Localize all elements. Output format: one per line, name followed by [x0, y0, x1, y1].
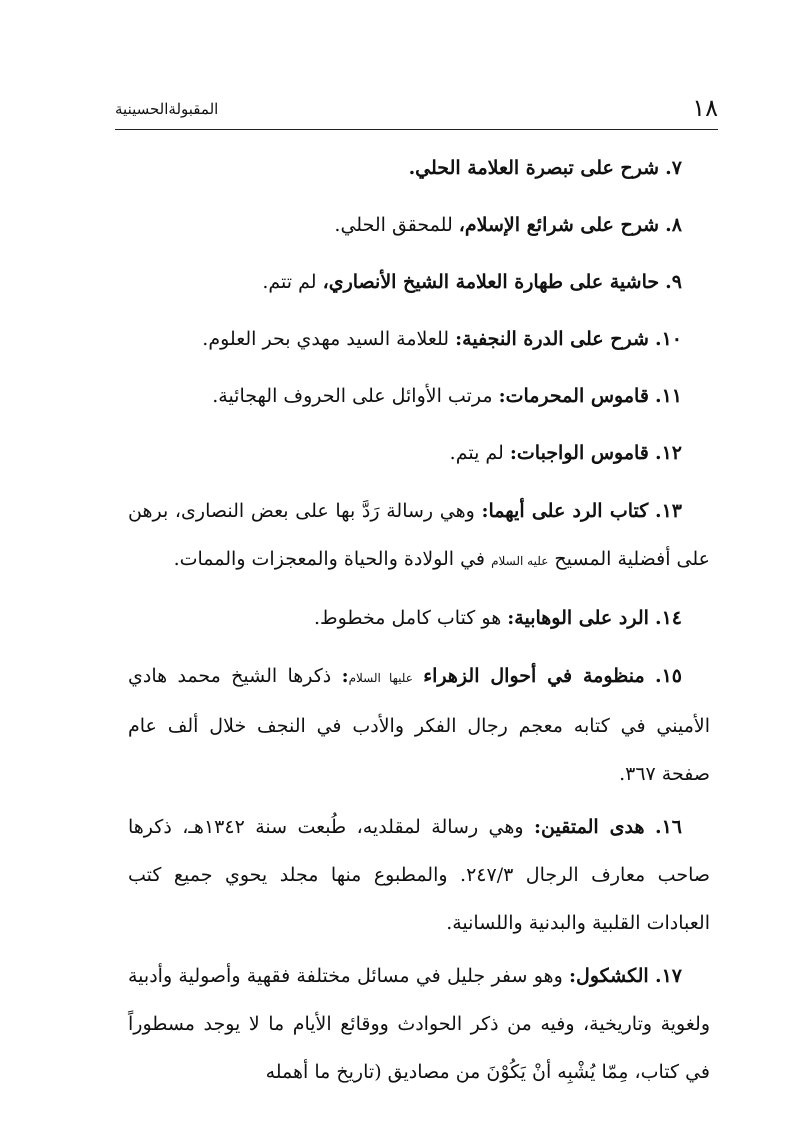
item-text: مرتب الأوائل على الحروف الهجائية.	[212, 385, 493, 407]
item-text: لم تتم.	[262, 271, 317, 293]
item-title: الرد على الوهابية:	[507, 607, 649, 629]
item-text: هو كتاب كامل مخطوط.	[313, 607, 502, 629]
item-title: منظومة في أحوال الزهراء	[423, 665, 645, 687]
item-title: قاموس الواجبات:	[509, 442, 649, 464]
item-text: للعلامة السيد مهدي بحر العلوم.	[202, 328, 450, 350]
header-rule	[115, 129, 718, 130]
list-item	[128, 425, 710, 482]
list-item	[128, 952, 710, 1096]
list-item	[128, 140, 710, 197]
item-number: ١١.	[654, 385, 682, 407]
list-item	[128, 590, 710, 647]
item-title-colon: :	[341, 665, 349, 687]
item-text: للمحقق الحلي.	[334, 214, 453, 236]
list-item	[128, 652, 710, 798]
item-number: ١٣.	[654, 500, 683, 522]
item-number: ١٠.	[654, 328, 682, 350]
item-title: شرح على الدرة النجفية:	[455, 328, 649, 350]
item-text: وهي رسالة لمقلديه، طُبعت سنة ١٣٤٢هـ، ذكرها صاحب معارف الرجال ٢٤٧/٣. والمطبوع منها مجلد يحوي جميع كتب العبادات القلبية والبدنية واللسانية.	[128, 816, 710, 934]
list-item	[128, 487, 710, 585]
page-header	[115, 92, 718, 130]
item-text-continued: في الولادة والحياة والمعجزات والممات.	[173, 548, 486, 570]
item-title: شرح على شرائع الإسلام،	[458, 214, 660, 236]
item-title: شرح على تبصرة العلامة الحلي.	[408, 157, 660, 179]
list-item	[128, 803, 710, 947]
item-text: وهي رسالة رَدَّ بها على بعض النصارى، برهن على أفضلية المسيح	[128, 500, 710, 570]
item-title: قاموس المحرمات:	[498, 385, 649, 407]
page-number: ١٨	[692, 94, 718, 122]
list-item	[128, 197, 710, 254]
item-title: الكشكول:	[569, 965, 649, 987]
item-title: كتاب الرد على أيهما:	[481, 500, 649, 522]
item-number: ٩.	[665, 271, 682, 293]
list-item	[128, 368, 710, 425]
list-item	[128, 254, 710, 311]
item-number: ٨.	[665, 214, 682, 236]
item-number: ١٢.	[654, 442, 682, 464]
item-text: لم يتم.	[449, 442, 504, 464]
item-number: ١٥.	[654, 665, 682, 687]
item-text: ذكرها الشيخ محمد هادي الأميني في كتابه معجم رجال الفكر والأدب في النجف خلال ألف عام صفحة ٣٦٧.	[128, 665, 710, 785]
text-body	[128, 140, 710, 1101]
item-title: حاشية على طهارة العلامة الشيخ الأنصاري،	[322, 271, 660, 293]
running-title: المقبولةالحسينية	[115, 100, 219, 118]
list-item	[128, 311, 710, 368]
item-number: ٧.	[665, 157, 682, 179]
honorific-glyph: عليه السلام	[491, 554, 549, 568]
item-number: ١٤.	[654, 607, 682, 629]
item-number: ١٧.	[654, 965, 682, 987]
honorific-glyph: عليها السلام	[348, 671, 413, 685]
item-title: هدى المتقين:	[534, 816, 645, 838]
item-text: وهو سفر جليل في مسائل مختلفة فقهية وأصولية وأدبية ولغوية وتاريخية، وفيه من ذكر الحوادث ووقائع الأيام ما لا يوجد مسطوراً في كتاب، مِمّا يُشْبِه أنْ يَكُوْنَ من مصاديق (تاريخ ما أهمله	[128, 965, 710, 1083]
item-number: ١٦.	[654, 816, 682, 838]
